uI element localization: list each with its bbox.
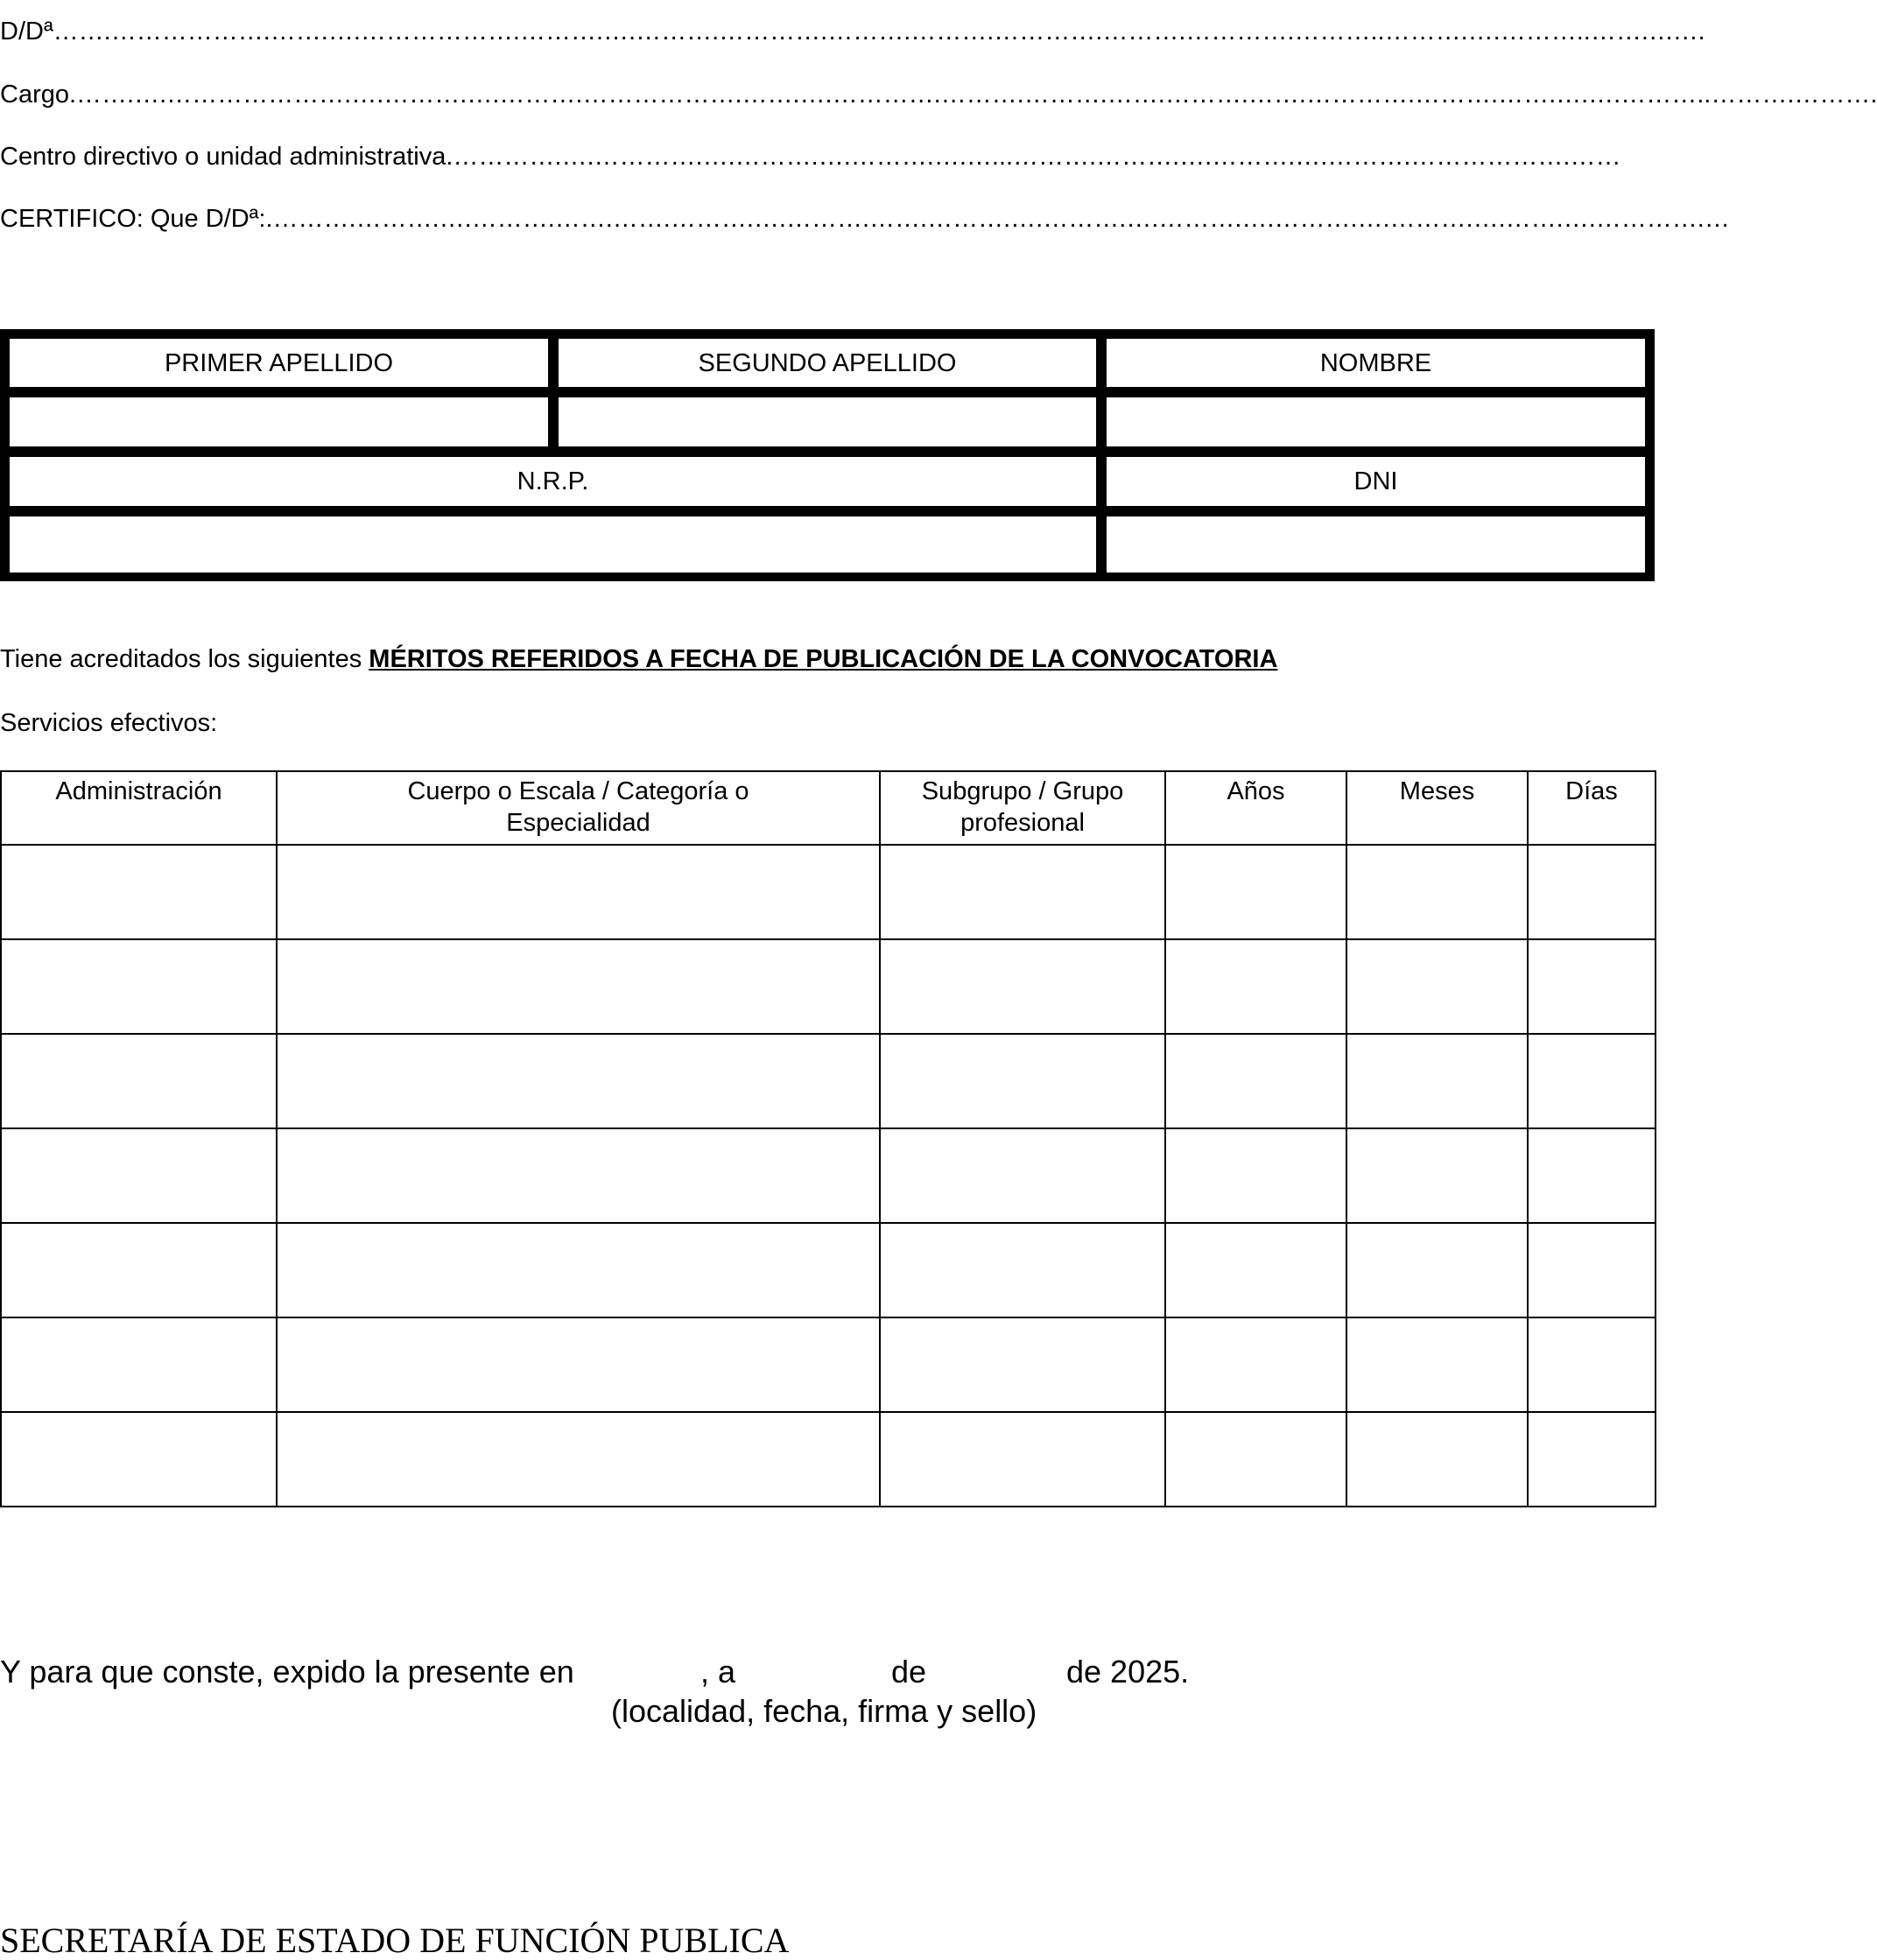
- segundo-apellido-field[interactable]: [559, 397, 1096, 446]
- cell-cuerpo[interactable]: [277, 1412, 880, 1507]
- cell-dias[interactable]: [1528, 1223, 1656, 1317]
- cell-cuerpo[interactable]: [277, 1034, 880, 1128]
- meritos-emphasis: MÉRITOS REFERIDOS A FECHA DE PUBLICACIÓN DE LA CONVOCATORIA: [369, 645, 1278, 673]
- cell-cuerpo[interactable]: [277, 845, 880, 939]
- table-row: [1, 939, 1656, 1034]
- cell-subgrupo[interactable]: [880, 1412, 1165, 1507]
- cell-meses[interactable]: [1346, 1034, 1528, 1128]
- cargo-field-line: Cargo.…….….………………….….……….….……….……………….…….….………….……….……….…….……….…….………….……….…….….….………..……….……….: [0, 81, 1877, 109]
- closing-de: de: [891, 1654, 927, 1690]
- header-cuerpo-escala: [277, 771, 880, 845]
- closing-a: , a: [700, 1654, 736, 1690]
- closing-year: de 2025.: [1066, 1654, 1190, 1690]
- servicios-label: Servicios efectivos:: [0, 709, 218, 737]
- header-administracion: Administración: [1, 771, 277, 845]
- dni-field[interactable]: [1107, 516, 1645, 573]
- cell-administracion[interactable]: [1, 1223, 277, 1317]
- cell-meses[interactable]: [1346, 1317, 1528, 1412]
- segundo-apellido-header: SEGUNDO APELLIDO: [559, 339, 1096, 387]
- cell-dias[interactable]: [1528, 1317, 1656, 1412]
- meritos-intro: Tiene acreditados los siguientes: [0, 645, 369, 673]
- cell-administracion[interactable]: [1, 1128, 277, 1223]
- closing-prefix: Y para que conste, expido la presente en: [0, 1654, 574, 1690]
- cell-dias[interactable]: [1528, 845, 1656, 939]
- table-row: [1, 1317, 1656, 1412]
- cell-dias[interactable]: [1528, 1034, 1656, 1128]
- centro-directivo-field-line: Centro directivo o unidad administrativa.………….….………….….……….….……….….…...……….……….….……….….……….……………….……: [0, 143, 1621, 171]
- header-subgrupo-line1: Subgrupo / Grupo: [921, 777, 1124, 805]
- header-anos: Años: [1165, 771, 1346, 845]
- cell-meses[interactable]: [1346, 1223, 1528, 1317]
- cell-cuerpo[interactable]: [277, 1317, 880, 1412]
- cell-meses[interactable]: [1346, 939, 1528, 1034]
- table-row: [1, 1223, 1656, 1317]
- cell-subgrupo[interactable]: [880, 939, 1165, 1034]
- cell-administracion[interactable]: [1, 1317, 277, 1412]
- nrp-field[interactable]: [10, 516, 1096, 573]
- cell-anos[interactable]: [1165, 1223, 1346, 1317]
- cell-anos[interactable]: [1165, 1034, 1346, 1128]
- table-row: [1, 1128, 1656, 1223]
- header-dias: Días: [1528, 771, 1656, 845]
- cell-subgrupo[interactable]: [880, 1034, 1165, 1128]
- localidad-note: (localidad, fecha, firma y sello): [611, 1693, 1037, 1729]
- cell-subgrupo[interactable]: [880, 1317, 1165, 1412]
- dda-field-line: D/Dª…….……………….…….….……………….……….….……….………….……….……….………….……….………….………..……….….………..…….….…: [0, 18, 1706, 46]
- closing-statement: [0, 1656, 1226, 1691]
- nombre-field[interactable]: [1107, 397, 1645, 446]
- nombre-header: NOMBRE: [1107, 339, 1645, 387]
- header-cuerpo-line1: Cuerpo o Escala / Categoría o: [407, 777, 749, 805]
- nrp-header: N.R.P.: [10, 457, 1096, 506]
- table-row: [1, 845, 1656, 939]
- cell-cuerpo[interactable]: [277, 939, 880, 1034]
- cell-dias[interactable]: [1528, 1128, 1656, 1223]
- cell-anos[interactable]: [1165, 1412, 1346, 1507]
- meritos-statement: [0, 647, 1277, 672]
- cell-anos[interactable]: [1165, 939, 1346, 1034]
- cell-subgrupo[interactable]: [880, 1223, 1165, 1317]
- dni-header: DNI: [1107, 457, 1645, 506]
- cell-meses[interactable]: [1346, 1128, 1528, 1223]
- footer-organization: SECRETARÍA DE ESTADO DE FUNCIÓN PUBLICA: [0, 1921, 790, 1960]
- cell-cuerpo[interactable]: [277, 1223, 880, 1317]
- cell-administracion[interactable]: [1, 1034, 277, 1128]
- table-row: [1, 1034, 1656, 1128]
- primer-apellido-header: PRIMER APELLIDO: [10, 339, 548, 387]
- cell-cuerpo[interactable]: [277, 1128, 880, 1223]
- cell-administracion[interactable]: [1, 939, 277, 1034]
- cell-dias[interactable]: [1528, 1412, 1656, 1507]
- certifico-field-line: CERTIFICO: Que D/Dª:.……….……….….……….…….…….……….….……….…….……….….……….….……….….……….….……….….…….….………….…: [0, 205, 1730, 233]
- header-subgrupo: [880, 771, 1165, 845]
- services-header-row: [1, 771, 1656, 845]
- cell-meses[interactable]: [1346, 1412, 1528, 1507]
- header-subgrupo-line2: profesional: [960, 809, 1085, 837]
- table-row: [1, 1412, 1656, 1507]
- identity-table: [0, 329, 1655, 581]
- cell-subgrupo[interactable]: [880, 1128, 1165, 1223]
- cell-anos[interactable]: [1165, 1317, 1346, 1412]
- header-cuerpo-line2: Especialidad: [506, 809, 650, 837]
- cell-subgrupo[interactable]: [880, 845, 1165, 939]
- cell-anos[interactable]: [1165, 1128, 1346, 1223]
- services-table: [0, 770, 1656, 1507]
- services-body: [1, 845, 1656, 1507]
- cell-meses[interactable]: [1346, 845, 1528, 939]
- cell-anos[interactable]: [1165, 845, 1346, 939]
- cell-dias[interactable]: [1528, 939, 1656, 1034]
- cell-administracion[interactable]: [1, 845, 277, 939]
- cell-administracion[interactable]: [1, 1412, 277, 1507]
- primer-apellido-field[interactable]: [10, 397, 548, 446]
- header-meses: Meses: [1346, 771, 1528, 845]
